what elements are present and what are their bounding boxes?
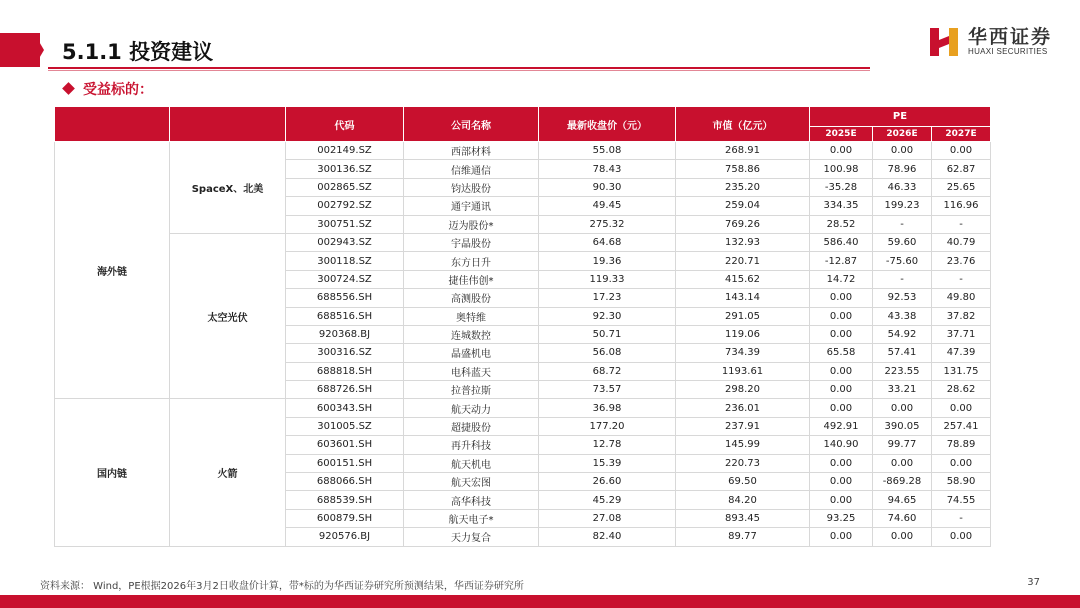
pe-2026: 46.33 (873, 178, 932, 196)
market-cap: 298.20 (676, 381, 810, 399)
pe-2025: 0.00 (810, 473, 873, 491)
header-mktcap: 市值（亿元） (676, 107, 810, 142)
page-title: 5.1.1 投资建议 (62, 40, 214, 64)
company-name: 信维通信 (404, 160, 539, 178)
pe-2027: - (932, 509, 991, 527)
stock-code: 688818.SH (286, 362, 404, 380)
header-pe: PE (810, 107, 991, 127)
pe-2027: 257.41 (932, 417, 991, 435)
header-price: 最新收盘价（元） (539, 107, 676, 142)
pe-2026: -75.60 (873, 252, 932, 270)
pe-2027: 47.39 (932, 344, 991, 362)
stock-code: 920576.BJ (286, 528, 404, 546)
pe-2027: 37.71 (932, 325, 991, 343)
close-price: 82.40 (539, 528, 676, 546)
close-price: 15.39 (539, 454, 676, 472)
market-cap: 259.04 (676, 197, 810, 215)
market-cap: 893.45 (676, 509, 810, 527)
close-price: 26.60 (539, 473, 676, 491)
title-accent-arrow (34, 33, 44, 67)
market-cap: 69.50 (676, 473, 810, 491)
stock-code: 688516.SH (286, 307, 404, 325)
close-price: 19.36 (539, 252, 676, 270)
company-name: 捷佳伟创* (404, 270, 539, 288)
close-price: 275.32 (539, 215, 676, 233)
close-price: 49.45 (539, 197, 676, 215)
company-name: 通宇通讯 (404, 197, 539, 215)
market-cap: 291.05 (676, 307, 810, 325)
market-cap: 220.71 (676, 252, 810, 270)
title-divider (48, 67, 870, 69)
header-company: 公司名称 (404, 107, 539, 142)
pe-2026: 92.53 (873, 289, 932, 307)
pe-2025: -35.28 (810, 178, 873, 196)
huaxi-logo-icon (928, 26, 960, 58)
pe-2025: 0.00 (810, 142, 873, 160)
pe-2026: 0.00 (873, 454, 932, 472)
logo-english-name: HUAXI SECURITIES (968, 47, 1048, 56)
stock-table (54, 106, 991, 547)
close-price: 78.43 (539, 160, 676, 178)
market-cap: 1193.61 (676, 362, 810, 380)
pe-2027: 0.00 (932, 528, 991, 546)
pe-2026: 0.00 (873, 399, 932, 417)
company-name: 连城数控 (404, 325, 539, 343)
pe-2026: 33.21 (873, 381, 932, 399)
stock-code: 600151.SH (286, 454, 404, 472)
pe-2025: 334.35 (810, 197, 873, 215)
pe-2025: 0.00 (810, 399, 873, 417)
footer-bar (0, 595, 1080, 608)
pe-2027: 131.75 (932, 362, 991, 380)
theme-spacex: SpaceX、北美 (170, 142, 286, 234)
stock-code: 300724.SZ (286, 270, 404, 288)
pe-2027: 0.00 (932, 454, 991, 472)
company-name: 再升科技 (404, 436, 539, 454)
pe-2026: 78.96 (873, 160, 932, 178)
pe-2025: 14.72 (810, 270, 873, 288)
close-price: 68.72 (539, 362, 676, 380)
close-price: 12.78 (539, 436, 676, 454)
company-name: 钧达股份 (404, 178, 539, 196)
table-row (55, 142, 991, 160)
pe-2025: 0.00 (810, 362, 873, 380)
pe-2026: 99.77 (873, 436, 932, 454)
pe-2025: 0.00 (810, 381, 873, 399)
company-name: 东方日升 (404, 252, 539, 270)
theme-solar: 太空光伏 (170, 233, 286, 399)
pe-2026: - (873, 270, 932, 288)
group-overseas: 海外链 (55, 142, 170, 399)
close-price: 45.29 (539, 491, 676, 509)
close-price: 56.08 (539, 344, 676, 362)
market-cap: 119.06 (676, 325, 810, 343)
pe-2025: 0.00 (810, 528, 873, 546)
close-price: 17.23 (539, 289, 676, 307)
close-price: 36.98 (539, 399, 676, 417)
close-price: 90.30 (539, 178, 676, 196)
source-note: 资料来源： Wind，PE根据2026年3月2日收盘价计算，带*标的为华西证券研究所预测结果，华西证券研究所 (40, 581, 524, 592)
stock-code: 002792.SZ (286, 197, 404, 215)
pe-2025: -12.87 (810, 252, 873, 270)
stock-code: 300136.SZ (286, 160, 404, 178)
stock-code: 300751.SZ (286, 215, 404, 233)
company-name: 高华科技 (404, 491, 539, 509)
pe-2025: 140.90 (810, 436, 873, 454)
stock-code: 688539.SH (286, 491, 404, 509)
group-domestic: 国内链 (55, 399, 170, 546)
pe-2025: 0.00 (810, 325, 873, 343)
pe-2027: 62.87 (932, 160, 991, 178)
pe-2027: 58.90 (932, 473, 991, 491)
pe-2026: -869.28 (873, 473, 932, 491)
pe-2027: 116.96 (932, 197, 991, 215)
close-price: 64.68 (539, 233, 676, 251)
market-cap: 268.91 (676, 142, 810, 160)
pe-2026: 43.38 (873, 307, 932, 325)
pe-2025: 100.98 (810, 160, 873, 178)
market-cap: 143.14 (676, 289, 810, 307)
stock-code: 301005.SZ (286, 417, 404, 435)
page-number: 37 (1027, 577, 1040, 588)
company-name: 拉普拉斯 (404, 381, 539, 399)
stock-code: 603601.SH (286, 436, 404, 454)
pe-2026: 57.41 (873, 344, 932, 362)
pe-2026: 0.00 (873, 528, 932, 546)
company-name: 电科蓝天 (404, 362, 539, 380)
pe-2027: 37.82 (932, 307, 991, 325)
logo-chinese-name: 华西证券 (968, 26, 1053, 48)
pe-2026: 54.92 (873, 325, 932, 343)
table-row (55, 399, 991, 417)
close-price: 55.08 (539, 142, 676, 160)
close-price: 27.08 (539, 509, 676, 527)
pe-2025: 28.52 (810, 215, 873, 233)
stock-code: 300316.SZ (286, 344, 404, 362)
title-divider-thin (48, 70, 870, 71)
pe-2025: 0.00 (810, 454, 873, 472)
pe-2026: 74.60 (873, 509, 932, 527)
market-cap: 132.93 (676, 233, 810, 251)
stock-code: 600879.SH (286, 509, 404, 527)
pe-2026: 223.55 (873, 362, 932, 380)
market-cap: 235.20 (676, 178, 810, 196)
company-name: 高测股份 (404, 289, 539, 307)
stock-code: 688556.SH (286, 289, 404, 307)
header-pe-2025: 2025E (810, 127, 873, 142)
company-logo (928, 22, 1068, 62)
company-name: 西部材料 (404, 142, 539, 160)
pe-2025: 0.00 (810, 491, 873, 509)
pe-2025: 492.91 (810, 417, 873, 435)
market-cap: 734.39 (676, 344, 810, 362)
market-cap: 758.86 (676, 160, 810, 178)
market-cap: 769.26 (676, 215, 810, 233)
company-name: 晶盛机电 (404, 344, 539, 362)
pe-2026: 0.00 (873, 142, 932, 160)
pe-2025: 93.25 (810, 509, 873, 527)
subtitle-text: 受益标的： (83, 82, 153, 98)
company-name: 奥特维 (404, 307, 539, 325)
company-name: 宇晶股份 (404, 233, 539, 251)
pe-2027: 0.00 (932, 142, 991, 160)
pe-2027: 74.55 (932, 491, 991, 509)
close-price: 92.30 (539, 307, 676, 325)
pe-2025: 0.00 (810, 289, 873, 307)
pe-2027: 40.79 (932, 233, 991, 251)
stock-code: 600343.SH (286, 399, 404, 417)
stock-code: 002865.SZ (286, 178, 404, 196)
pe-2026: - (873, 215, 932, 233)
pe-2026: 94.65 (873, 491, 932, 509)
pe-2027: 28.62 (932, 381, 991, 399)
pe-2026: 390.05 (873, 417, 932, 435)
market-cap: 237.91 (676, 417, 810, 435)
stock-code: 920368.BJ (286, 325, 404, 343)
company-name: 航天宏图 (404, 473, 539, 491)
pe-2027: 49.80 (932, 289, 991, 307)
market-cap: 236.01 (676, 399, 810, 417)
diamond-bullet-icon (62, 82, 75, 95)
stock-code: 688726.SH (286, 381, 404, 399)
stock-code: 002943.SZ (286, 233, 404, 251)
pe-2027: 78.89 (932, 436, 991, 454)
stock-code: 300118.SZ (286, 252, 404, 270)
pe-2027: 0.00 (932, 399, 991, 417)
pe-2027: 23.76 (932, 252, 991, 270)
pe-2025: 65.58 (810, 344, 873, 362)
pe-2026: 59.60 (873, 233, 932, 251)
pe-2026: 199.23 (873, 197, 932, 215)
company-name: 天力复合 (404, 528, 539, 546)
table-row (55, 233, 991, 251)
stock-code: 002149.SZ (286, 142, 404, 160)
close-price: 50.71 (539, 325, 676, 343)
company-name: 航天电子* (404, 509, 539, 527)
market-cap: 89.77 (676, 528, 810, 546)
section-subtitle (64, 79, 153, 99)
header-pe-2027: 2027E (932, 127, 991, 142)
market-cap: 145.99 (676, 436, 810, 454)
pe-2027: - (932, 215, 991, 233)
close-price: 73.57 (539, 381, 676, 399)
pe-2027: 25.65 (932, 178, 991, 196)
market-cap: 220.73 (676, 454, 810, 472)
close-price: 177.20 (539, 417, 676, 435)
company-name: 迈为股份* (404, 215, 539, 233)
company-name: 超捷股份 (404, 417, 539, 435)
header-code: 代码 (286, 107, 404, 142)
company-name: 航天动力 (404, 399, 539, 417)
pe-2025: 0.00 (810, 307, 873, 325)
company-name: 航天机电 (404, 454, 539, 472)
close-price: 119.33 (539, 270, 676, 288)
market-cap: 84.20 (676, 491, 810, 509)
header-pe-2026: 2026E (873, 127, 932, 142)
pe-2027: - (932, 270, 991, 288)
market-cap: 415.62 (676, 270, 810, 288)
theme-rocket: 火箭 (170, 399, 286, 546)
header-theme (170, 107, 286, 142)
header-chain (55, 107, 170, 142)
stock-code: 688066.SH (286, 473, 404, 491)
pe-2025: 586.40 (810, 233, 873, 251)
table-body (55, 142, 991, 547)
